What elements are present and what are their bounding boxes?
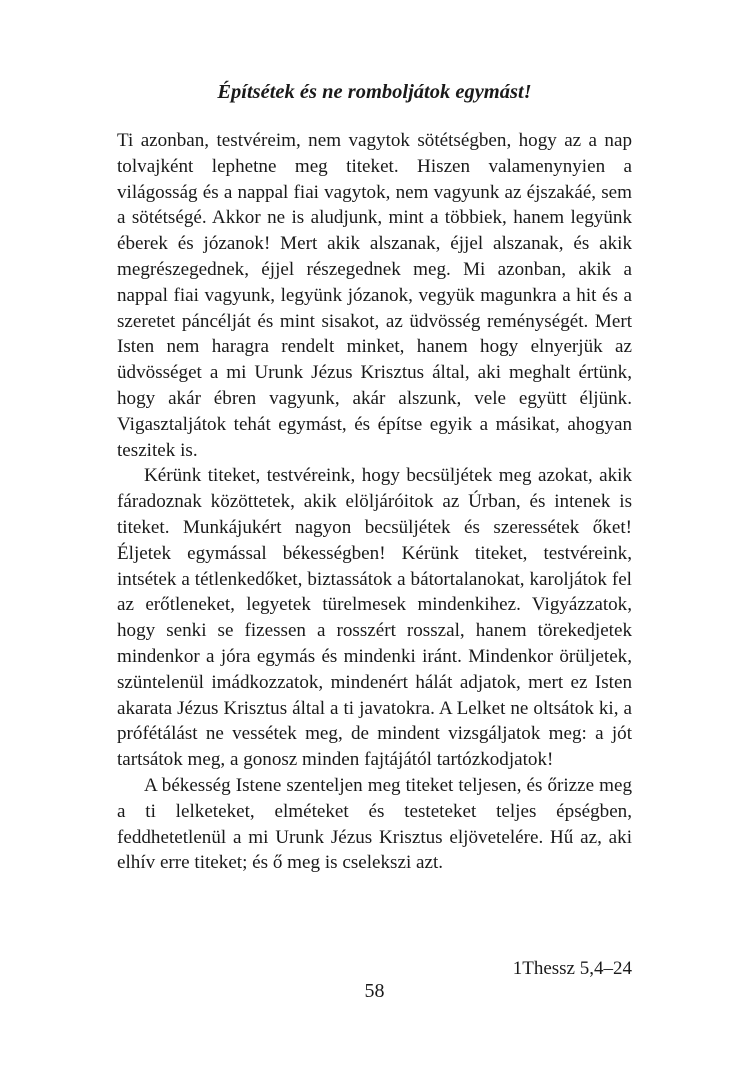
page-title: Építsétek és ne romboljátok egymást! [217,81,532,103]
body-text [117,128,632,876]
page [117,0,632,1084]
paragraph-1: Ti azonban, testvéreim, nem vagytok sötétségben, hogy az a nap tolvajként lephetne meg titeket. Hiszen valamenynyien a világosság és a nappal fiai vagytok, nem vagyunk az éjszakáé, sem a sötétségé. Akkor ne is aludjunk, mint a többiek, hanem legyünk éberek és józanok! Mert akik alszanak, éjjel alszanak, és akik megrészegednek, éjjel részegednek meg. Mi azonban, akik a nappal fiai vagyunk, legyünk józanok, vegyük magunkra a hit és a szeretet páncélját és mint sisakot, az üdvösség reménységét. Mert Isten nem haragra rendelt minket, hanem hogy elnyerjük az üdvösséget a mi Urunk Jézus Krisztus által, aki meghalt értünk, hogy akár ébren vagyunk, akár alszunk, vele együtt éljünk. Vigasztaljátok tehát egymást, és építse egyik a másikat, ahogyan teszitek is. [117,130,632,461]
paragraph-2: Kérünk titeket, testvéreink, hogy becsüljétek meg azokat, akik fáradoznak közöttetek, akik elöljáróitok az Úrban, és intenek is titeket. Munkájukért nagyon becsüljétek és szeressétek őket! Éljetek egymással békességben! Kérünk titeket, testvéreink, intsétek a tétlenkedőket, biztassátok a bátortalanokat, karoljátok fel az erőtleneket, legyetek türelmesek mindenkihez. Vigyázzatok, hogy senki se fizessen a rosszért rosszal, hanem törekedjetek mindenkor a jóra egymás és mindenki iránt. Mindenkor örüljetek, szüntelenül imádkozzatok, mindenért hálát adjatok, mert ez Isten akarata Jézus Krisztus által a ti javatokra. A Lelket ne oltsátok ki, a prófétálást ne vessétek meg, de mindent vizsgáljatok meg: a jót tartsátok meg, a gonosz minden fajtájától tartózkodjatok! [117,465,632,771]
page-number: 58 [364,980,385,1002]
paragraph-3: A békesség Istene szenteljen meg titeket teljesen, és őrizze meg a ti lelketeket, elméteket és testeteket teljes épségben, feddhetetlenül a mi Urunk Jézus Krisztus eljövetelére. Hű az, aki elhív erre titeket; és ő meg is cselekszi azt. [117,774,632,874]
scripture-reference: 1Thessz 5,4–24 [512,958,632,979]
